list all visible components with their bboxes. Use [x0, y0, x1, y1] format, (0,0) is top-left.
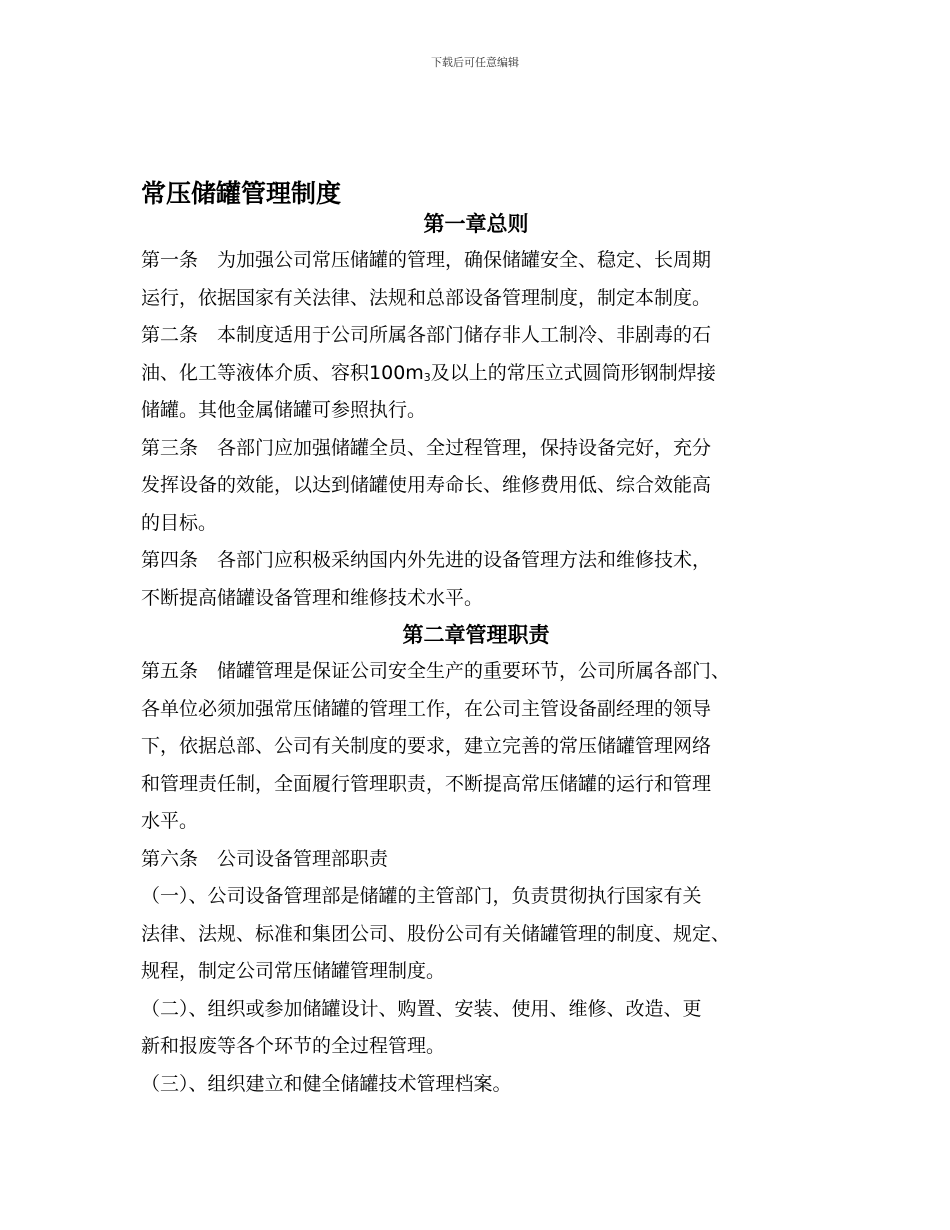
article-2-line-2-prefix: 油、化工等液体介质、容积: [141, 361, 370, 384]
item-3-line-1: （三）、组织建立和健全储罐技术管理档案。: [141, 1072, 512, 1095]
article-4-line-1: 第四条 各部门应积极采纳国内外先进的设备管理方法和维修技术，: [141, 549, 712, 571]
article-5-line-5: 水平。: [141, 810, 199, 832]
article-2-line-1: 第二条 本制度适用于公司所属各部门储存非人工制冷、非剧毒的石: [141, 324, 712, 346]
article-2-line-2: [141, 355, 811, 393]
article-5-line-2: 各单位必须加强常压储罐的管理工作，在公司主管设备副经理的领导: [141, 697, 712, 720]
article-5-line-1: 第五条 储罐管理是保证公司安全生产的重要环节，公司所属各部门、: [141, 660, 731, 682]
item-2-line-1: （二）、组织或参加储罐设计、购置、安装、使用、维修、改造、更: [141, 997, 702, 1020]
chapter-1-heading: 第一章总则: [423, 212, 529, 236]
article-5-line-3: 下，依据总部、公司有关制度的要求，建立完善的常压储罐管理网络: [141, 735, 712, 757]
article-3-line-2: 发挥设备的效能，以达到储罐使用寿命长、维修费用低、综合效能高: [141, 474, 712, 496]
item-1-line-2: 法律、法规、标准和集团公司、股份公司有关储罐管理的制度、规定、: [141, 922, 731, 945]
article-3: [141, 430, 811, 543]
article-1-line-1: 第一条 为加强公司常压储罐的管理，确保储罐安全、稳定、长周期: [141, 249, 712, 271]
article-6: [141, 841, 811, 879]
volume-unit-subscript: 3: [423, 370, 431, 384]
article-3-line-3: 的目标。: [141, 511, 218, 534]
article-5-line-4: 和管理责任制，全面履行管理职责，不断提高常压储罐的运行和管理: [141, 772, 712, 795]
article-1-line-2: 运行，依据国家有关法律、法规和总部设备管理制度，制定本制度。: [141, 286, 712, 309]
article-2: [141, 317, 811, 430]
article-6-line-1: 第六条 公司设备管理部职责: [141, 847, 389, 870]
item-1-line-1: （一）、公司设备管理部是储罐的主管部门，负责贯彻执行国家有关: [141, 885, 702, 907]
article-4-line-2: 不断提高储罐设备管理和维修技术水平。: [141, 586, 484, 609]
article-5: [141, 653, 811, 841]
item-1: [141, 878, 811, 991]
article-2-line-2-suffix: 及以上的常压立式圆筒形钢制焊接: [430, 361, 716, 384]
item-2-line-2: 新和报废等各个环节的全过程管理。: [141, 1035, 446, 1057]
article-2-line-3: 储罐。其他金属储罐可参照执行。: [141, 399, 427, 421]
volume-value: 100m: [369, 361, 424, 384]
item-2: [141, 991, 811, 1066]
article-4: [141, 542, 811, 617]
article-1: [141, 242, 811, 317]
item-3: [141, 1066, 811, 1104]
document-body: [141, 206, 811, 1103]
item-1-line-3: 规程，制定公司常压储罐管理制度。: [141, 960, 446, 982]
page-header-note: 下载后可任意编辑: [431, 56, 519, 69]
article-3-line-1: 第三条 各部门应加强储罐全员、全过程管理，保持设备完好，充分: [141, 436, 712, 459]
chapter-2-heading: 第二章管理职责: [402, 623, 550, 647]
document-title: 常压储罐管理制度: [141, 179, 342, 208]
